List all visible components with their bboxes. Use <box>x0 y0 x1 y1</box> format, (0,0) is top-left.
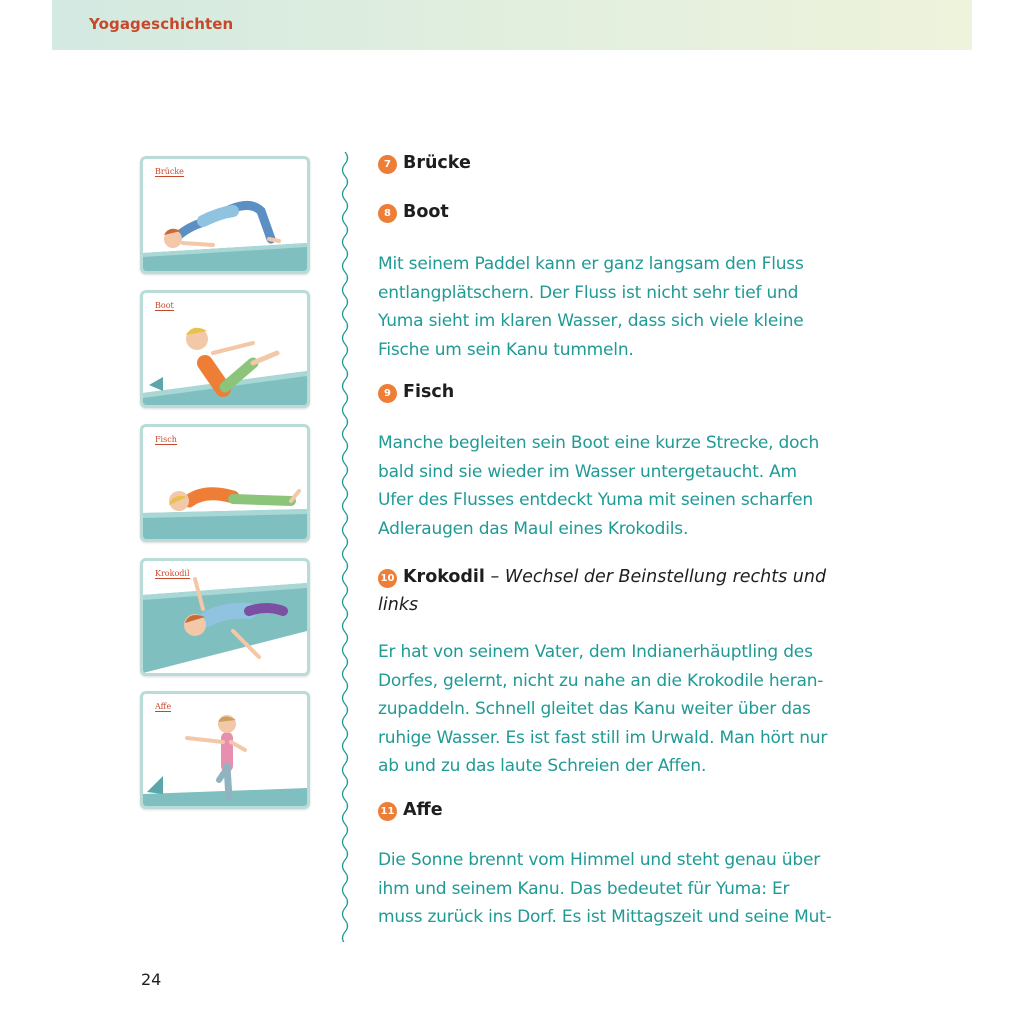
text-line: Dorfes, gelernt, nicht zu nahe an die Krokodile heran- <box>378 670 824 691</box>
pose-card-label: Krokodil <box>155 569 190 578</box>
page-number: 24 <box>141 970 162 989</box>
section-title-text: Affe <box>403 800 443 820</box>
text-line: ruhige Wasser. Es ist fast still im Urwald. Man hört nur <box>378 727 828 748</box>
section-title-text: Brücke <box>403 153 471 173</box>
pose-card-label: Fisch <box>155 435 177 444</box>
section-number-badge: 10 <box>378 569 397 588</box>
text-line: Die Sonne brennt vom Himmel und steht genau über <box>378 850 821 870</box>
text-line: ihm und seinem Kanu. Das bedeutet für Yuma: Er <box>378 878 790 899</box>
section-subtitle: – Wechsel der Beinstellung rechts und <box>484 567 827 587</box>
pose-card-fish <box>140 424 310 542</box>
text-line: Yuma sieht im klaren Wasser, dass sich viele kleine <box>378 311 804 332</box>
text-line: Fische um sein Kanu tummeln. <box>378 339 634 360</box>
section-heading-affe <box>378 800 443 821</box>
pose-card-label: Brücke <box>155 167 184 176</box>
section-heading-krokodil <box>378 563 826 619</box>
text-line: zupaddeln. Schnell gleitet das Kanu weiter über das <box>378 699 811 720</box>
section-number-badge: 8 <box>378 204 397 223</box>
text-line: muss zurück ins Dorf. Es ist Mittagszeit und seine Mut- <box>378 907 832 928</box>
paragraph-2 <box>378 429 868 543</box>
wavy-divider <box>335 152 355 942</box>
text-line: bald sind sie wieder im Wasser untergetaucht. Am <box>378 461 797 482</box>
text-line: entlangplätschern. Der Fluss ist nicht sehr tief und <box>378 282 799 303</box>
pose-card-bridge <box>140 156 310 274</box>
text-line: Manche begleiten sein Boot eine kurze Strecke, doch <box>378 433 820 453</box>
section-subtitle-continued: links <box>378 595 419 615</box>
pose-card-crocodile <box>140 558 310 676</box>
text-line: Mit seinem Paddel kann er ganz langsam den Fluss <box>378 254 804 274</box>
section-title-text: Fisch <box>403 382 455 402</box>
section-number-badge: 9 <box>378 384 397 403</box>
section-number-badge: 7 <box>378 155 397 174</box>
text-line: ab und zu das laute Schreien der Affen. <box>378 756 707 777</box>
section-heading-bruecke <box>378 153 471 174</box>
pose-card-boat <box>140 290 310 408</box>
pose-card-monkey <box>140 691 310 809</box>
section-title-text: Krokodil <box>403 567 485 587</box>
section-title-text: Boot <box>403 202 449 222</box>
section-number-badge: 11 <box>378 802 397 821</box>
section-heading-boot <box>378 202 449 223</box>
text-line: Adleraugen das Maul eines Krokodils. <box>378 518 689 539</box>
text-line: Er hat von seinem Vater, dem Indianerhäuptling des <box>378 642 813 662</box>
section-heading-fisch <box>378 382 454 403</box>
paragraph-4 <box>378 846 868 932</box>
text-line: Ufer des Flusses entdeckt Yuma mit seinen scharfen <box>378 490 813 511</box>
running-header-title: Yogageschichten <box>89 15 234 33</box>
paragraph-3 <box>378 638 868 781</box>
paragraph-1 <box>378 250 868 364</box>
pose-card-label: Boot <box>155 301 174 310</box>
pose-card-label: Affe <box>155 702 172 711</box>
